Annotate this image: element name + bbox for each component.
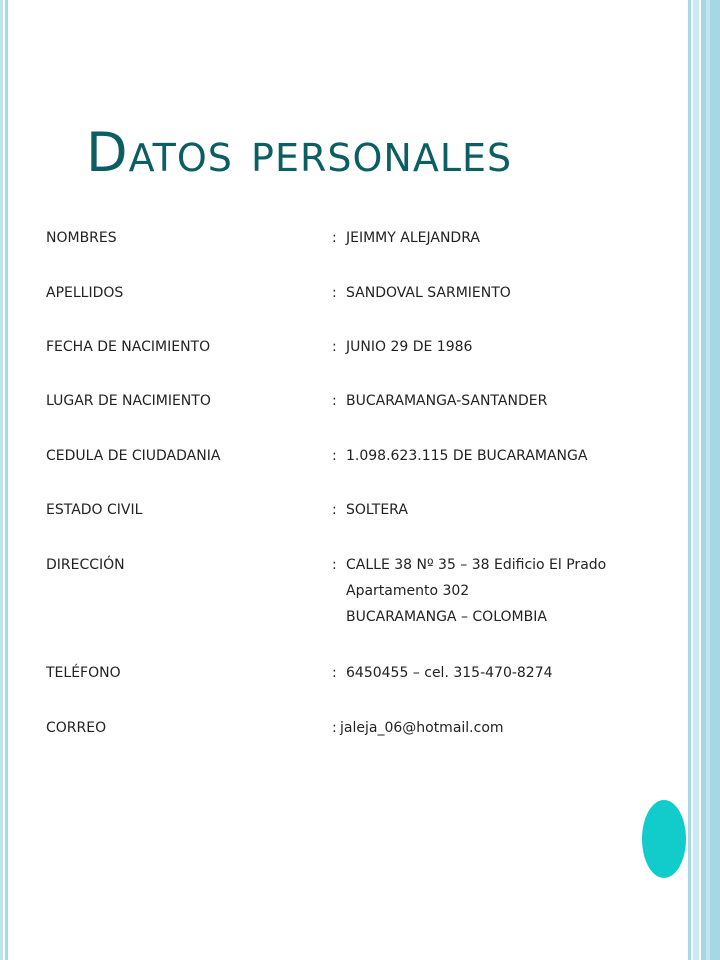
field-separator: : [332,557,337,573]
field-separator: : [332,502,337,518]
field-value: JEIMMY ALEJANDRA [346,230,480,246]
address-line-street: CALLE 38 Nº 35 – 38 Edificio El Prado [346,557,607,573]
page-title: Datos personales [86,121,513,184]
field-label: NOMBRES [46,230,117,246]
address-line-apartment: Apartamento 302 [346,583,470,599]
field-label: DIRECCIÓN [46,557,125,573]
right-border-strip-highlight [706,0,710,960]
field-value: 6450455 – cel. 315-470-8274 [346,665,553,681]
field-separator: : [332,720,337,736]
field-label: CORREO [46,720,107,736]
field-value-email: jaleja_06@hotmail.com [340,720,504,736]
field-value: 1.098.623.115 DE BUCARAMANGA [346,448,588,464]
address-line-city: BUCARAMANGA – COLOMBIA [346,609,547,625]
right-border-strip-inner [688,0,691,960]
left-border-strip-inner [5,0,8,960]
left-border-strip [0,0,3,960]
right-border-strip-outer [701,0,720,960]
field-separator: : [332,393,337,409]
field-label: FECHA DE NACIMIENTO [46,339,211,355]
field-label: APELLIDOS [46,285,124,301]
field-value-address [346,552,606,630]
field-separator: : [332,665,337,681]
field-label: LUGAR DE NACIMIENTO [46,393,211,409]
field-value: JUNIO 29 DE 1986 [346,339,473,355]
field-value: BUCARAMANGA-SANTANDER [346,393,548,409]
field-value: SOLTERA [346,502,408,518]
field-label: CEDULA DE CIUDADANIA [46,448,221,464]
field-separator: : [332,230,337,246]
field-label: ESTADO CIVIL [46,502,143,518]
field-separator: : [332,285,337,301]
field-separator: : [332,448,337,464]
field-label: TELÉFONO [46,665,121,681]
right-border-strip-light [693,0,699,960]
field-value: SANDOVAL SARMIENTO [346,285,511,301]
field-separator: : [332,339,337,355]
decorative-oval [642,800,686,878]
